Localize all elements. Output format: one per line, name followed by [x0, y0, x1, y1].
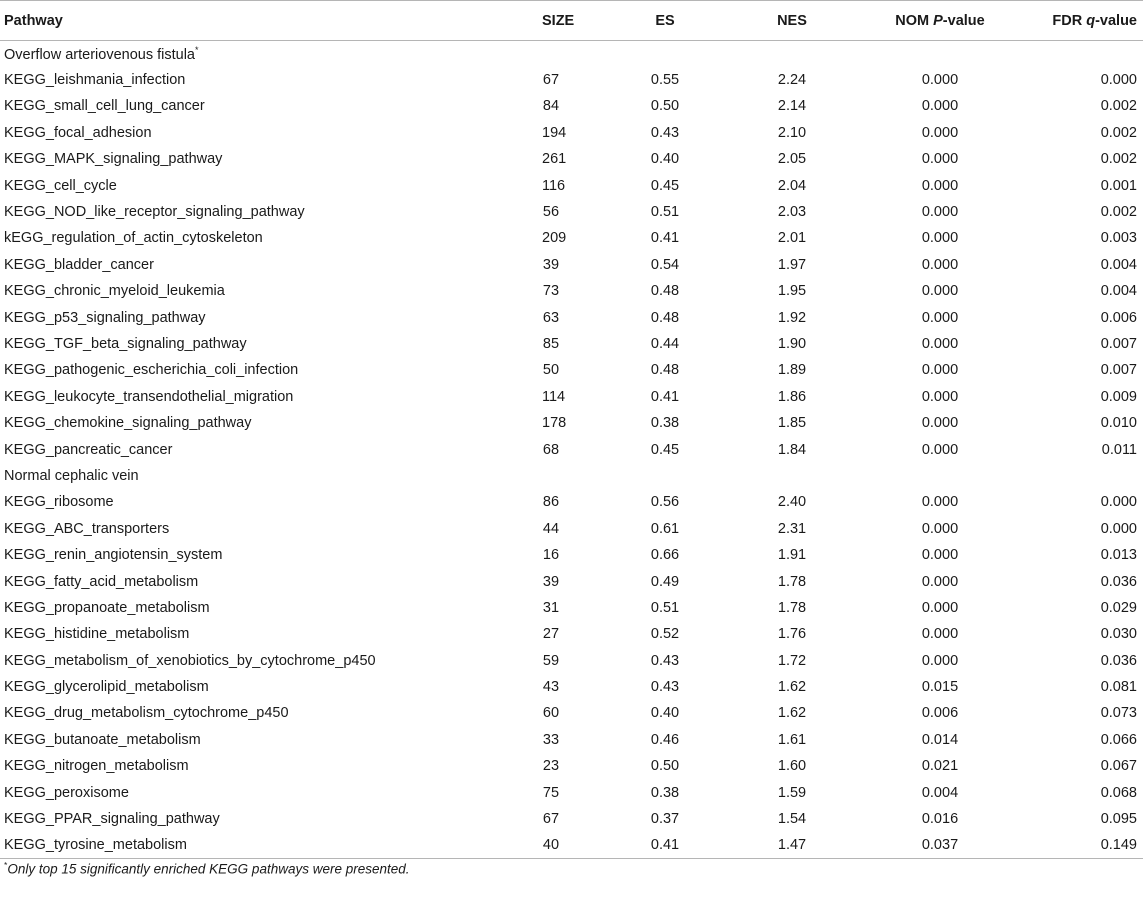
cell-nes: 2.31 [777, 520, 807, 537]
cell-fdr: 0.000 [1100, 520, 1137, 537]
cell-pathway: KEGG_ribosome [4, 494, 114, 511]
cell-size: 84 [542, 98, 560, 115]
cell-pathway: KEGG_peroxisome [4, 784, 129, 801]
cell-fdr: 0.004 [1100, 283, 1137, 300]
cell-nom: 0.000 [921, 177, 959, 194]
cell-nom: 0.000 [921, 72, 959, 89]
cell-nom: 0.014 [921, 731, 959, 748]
cell-nom: 0.000 [921, 124, 959, 141]
cell-pathway: KEGG_propanoate_metabolism [4, 599, 210, 616]
cell-nom: 0.000 [921, 98, 959, 115]
cell-es: 0.50 [650, 758, 680, 775]
cell-nes: 1.95 [777, 283, 807, 300]
cell-fdr: 0.007 [1100, 335, 1137, 352]
cell-pathway: KEGG_renin_angiotensin_system [4, 547, 223, 564]
cell-nom: 0.000 [921, 626, 959, 643]
cell-size: 86 [542, 494, 560, 511]
header-fdr-suffix: -value [1095, 12, 1137, 29]
cell-nes: 1.86 [777, 388, 807, 405]
cell-nom: 0.000 [921, 256, 959, 273]
table-row [0, 331, 1143, 357]
cell-size: 261 [542, 151, 567, 168]
cell-pathway: KEGG_leukocyte_transendothelial_migration [4, 388, 294, 405]
cell-nes: 2.40 [777, 494, 807, 511]
cell-es: 0.41 [650, 837, 680, 854]
cell-pathway: KEGG_p53_signaling_pathway [4, 309, 206, 326]
cell-es: 0.41 [650, 230, 680, 247]
table-row [0, 120, 1143, 146]
cell-es: 0.56 [650, 494, 680, 511]
cell-es: 0.40 [650, 151, 680, 168]
table-body [0, 41, 1143, 859]
cell-size: 23 [542, 758, 560, 775]
cell-nes: 2.05 [777, 151, 807, 168]
cell-pathway: KEGG_MAPK_signaling_pathway [4, 151, 223, 168]
cell-pathway: KEGG_histidine_metabolism [4, 626, 190, 643]
table-footnote [4, 860, 410, 877]
cell-fdr: 0.095 [1100, 811, 1137, 828]
cell-pathway: KEGG_nitrogen_metabolism [4, 758, 189, 775]
header-fdr-prefix: FDR [1052, 12, 1087, 29]
cell-nom: 0.000 [921, 362, 959, 379]
section-title [0, 463, 1143, 489]
cell-nes: 1.59 [777, 784, 807, 801]
header-nom-p-value [822, 1, 1000, 41]
cell-es: 0.38 [650, 415, 680, 432]
cell-size: 75 [542, 784, 560, 801]
cell-es: 0.66 [650, 547, 680, 564]
table-row [0, 595, 1143, 621]
cell-nom: 0.000 [921, 415, 959, 432]
cell-nom: 0.016 [921, 811, 959, 828]
table-row [0, 674, 1143, 700]
cell-es: 0.52 [650, 626, 680, 643]
table-row [0, 93, 1143, 119]
cell-size: 209 [542, 230, 567, 247]
cell-fdr: 0.001 [1100, 177, 1137, 194]
table-row [0, 806, 1143, 832]
cell-fdr: 0.000 [1100, 494, 1137, 511]
cell-size: 33 [542, 731, 560, 748]
cell-pathway: KEGG_bladder_cancer [4, 256, 154, 273]
cell-size: 114 [542, 388, 566, 405]
cell-size: 116 [542, 177, 566, 194]
cell-es: 0.48 [650, 283, 680, 300]
cell-fdr: 0.009 [1100, 388, 1137, 405]
cell-es: 0.50 [650, 98, 680, 115]
cell-nom: 0.000 [921, 335, 959, 352]
footnote-marker: * [4, 860, 8, 870]
cell-es: 0.46 [650, 731, 680, 748]
cell-size: 43 [542, 679, 560, 696]
cell-size: 194 [542, 124, 567, 141]
cell-nes: 2.14 [777, 98, 807, 115]
cell-nes: 2.01 [777, 230, 807, 247]
cell-size: 67 [542, 811, 560, 828]
cell-fdr: 0.002 [1100, 124, 1137, 141]
cell-pathway: KEGG_fatty_acid_metabolism [4, 573, 199, 590]
header-size: SIZE [542, 12, 575, 29]
cell-nom: 0.000 [921, 204, 959, 221]
cell-pathway: KEGG_leishmania_infection [4, 72, 186, 89]
cell-es: 0.41 [650, 388, 680, 405]
cell-fdr: 0.073 [1100, 705, 1137, 722]
cell-es: 0.38 [650, 784, 680, 801]
cell-fdr: 0.002 [1100, 151, 1137, 168]
cell-fdr: 0.067 [1100, 758, 1137, 775]
cell-fdr: 0.081 [1100, 679, 1137, 696]
cell-nom: 0.000 [921, 283, 959, 300]
table-row [0, 621, 1143, 647]
table-row [0, 278, 1143, 304]
cell-nom: 0.000 [921, 388, 959, 405]
table-row [0, 700, 1143, 726]
cell-nes: 1.60 [777, 758, 807, 775]
cell-nes: 1.89 [777, 362, 807, 379]
cell-nes: 1.85 [777, 415, 807, 432]
footnote-text: Only top 15 significantly enriched KEGG pathways were presented. [7, 861, 410, 877]
cell-nom: 0.000 [921, 230, 959, 247]
cell-es: 0.45 [650, 177, 680, 194]
cell-es: 0.51 [650, 599, 680, 616]
header-nom-prefix: NOM [895, 12, 934, 29]
header-nom-italic: P [933, 12, 943, 29]
cell-nes: 1.84 [777, 441, 807, 458]
cell-pathway: KEGG_glycerolipid_metabolism [4, 679, 209, 696]
table-row [0, 753, 1143, 779]
cell-nom: 0.021 [921, 758, 959, 775]
cell-nom: 0.006 [921, 705, 959, 722]
header-es: ES [655, 12, 675, 29]
cell-es: 0.43 [650, 679, 680, 696]
cell-nom: 0.000 [921, 547, 959, 564]
table-row [0, 779, 1143, 805]
table-row [0, 225, 1143, 251]
table-row [0, 647, 1143, 673]
header-nom-suffix: -value [942, 12, 985, 29]
cell-es: 0.54 [650, 256, 680, 273]
cell-es: 0.43 [650, 652, 680, 669]
cell-fdr: 0.007 [1100, 362, 1137, 379]
cell-nes: 1.47 [777, 837, 807, 854]
table-row [0, 410, 1143, 436]
cell-nes: 1.54 [777, 811, 807, 828]
header-nes: NES [777, 12, 807, 29]
cell-size: 44 [542, 520, 560, 537]
cell-fdr: 0.010 [1100, 415, 1137, 432]
table-row [0, 727, 1143, 753]
cell-nes: 1.78 [777, 573, 807, 590]
cell-size: 27 [542, 626, 560, 643]
cell-es: 0.49 [650, 573, 680, 590]
cell-fdr: 0.030 [1100, 626, 1137, 643]
cell-fdr: 0.013 [1100, 547, 1137, 564]
cell-fdr: 0.036 [1100, 652, 1137, 669]
header-fdr-italic: q [1086, 12, 1096, 29]
cell-es: 0.51 [650, 204, 680, 221]
cell-nes: 1.72 [777, 652, 807, 669]
cell-es: 0.61 [650, 520, 680, 537]
cell-es: 0.44 [650, 335, 680, 352]
section-header-row [0, 41, 1143, 67]
cell-size: 31 [542, 599, 560, 616]
cell-nom: 0.004 [921, 784, 959, 801]
header-pathway: Pathway [4, 12, 63, 29]
cell-nom: 0.000 [921, 520, 959, 537]
cell-fdr: 0.029 [1100, 599, 1137, 616]
cell-size: 60 [542, 705, 560, 722]
cell-nes: 2.03 [777, 204, 807, 221]
cell-pathway: KEGG_chemokine_signaling_pathway [4, 415, 252, 432]
cell-pathway: KEGG_tyrosine_metabolism [4, 837, 187, 854]
cell-fdr: 0.002 [1100, 98, 1137, 115]
cell-fdr: 0.036 [1100, 573, 1137, 590]
cell-es: 0.48 [650, 309, 680, 326]
cell-nom: 0.000 [921, 494, 959, 511]
cell-fdr: 0.000 [1100, 72, 1137, 89]
cell-nes: 1.62 [777, 679, 807, 696]
cell-size: 73 [542, 283, 560, 300]
cell-nes: 1.97 [777, 256, 807, 273]
cell-es: 0.40 [650, 705, 680, 722]
cell-es: 0.37 [650, 811, 680, 828]
table-row [0, 146, 1143, 172]
cell-fdr: 0.006 [1100, 309, 1137, 326]
table-row [0, 516, 1143, 542]
cell-nom: 0.000 [921, 151, 959, 168]
cell-size: 59 [542, 652, 560, 669]
cell-fdr: 0.068 [1100, 784, 1137, 801]
table-row [0, 252, 1143, 278]
cell-nom: 0.000 [921, 599, 959, 616]
table-row [0, 357, 1143, 383]
cell-pathway: KEGG_chronic_myeloid_leukemia [4, 283, 225, 300]
table-row [0, 568, 1143, 594]
cell-nes: 1.61 [777, 731, 807, 748]
table-row [0, 542, 1143, 568]
cell-pathway: KEGG_drug_metabolism_cytochrome_p450 [4, 705, 289, 722]
cell-size: 39 [542, 573, 560, 590]
cell-es: 0.48 [650, 362, 680, 379]
cell-nes: 1.62 [777, 705, 807, 722]
cell-nom: 0.000 [921, 652, 959, 669]
cell-size: 39 [542, 256, 560, 273]
cell-es: 0.55 [650, 72, 680, 89]
cell-fdr: 0.004 [1100, 256, 1137, 273]
cell-nes: 1.90 [777, 335, 807, 352]
table-row [0, 304, 1143, 330]
section-title [0, 41, 1143, 67]
table-row [0, 384, 1143, 410]
cell-pathway: KEGG_butanoate_metabolism [4, 731, 201, 748]
cell-nom: 0.000 [921, 441, 959, 458]
cell-pathway: kEGG_regulation_of_actin_cytoskeleton [4, 230, 263, 247]
cell-size: 16 [542, 547, 560, 564]
cell-size: 85 [542, 335, 560, 352]
table-row [0, 199, 1143, 225]
cell-nom: 0.037 [921, 837, 959, 854]
section-title-text: Overflow arteriovenous fistula [4, 46, 195, 63]
cell-size: 40 [542, 837, 560, 854]
cell-pathway: KEGG_PPAR_signaling_pathway [4, 811, 220, 828]
section-header-row [0, 463, 1143, 489]
cell-size: 50 [542, 362, 560, 379]
cell-pathway: KEGG_pancreatic_cancer [4, 441, 173, 458]
cell-pathway: KEGG_TGF_beta_signaling_pathway [4, 335, 247, 352]
table-row [0, 172, 1143, 198]
cell-fdr: 0.003 [1100, 230, 1137, 247]
cell-nes: 1.76 [777, 626, 807, 643]
cell-pathway: KEGG_ABC_transporters [4, 520, 170, 537]
section-footnote-marker: * [195, 45, 199, 56]
cell-pathway: KEGG_focal_adhesion [4, 124, 152, 141]
cell-size: 56 [542, 204, 560, 221]
cell-nom: 0.015 [921, 679, 959, 696]
cell-nes: 2.10 [777, 124, 807, 141]
cell-nom: 0.000 [921, 573, 959, 590]
cell-nes: 1.78 [777, 599, 807, 616]
cell-fdr: 0.066 [1100, 731, 1137, 748]
cell-nes: 2.04 [777, 177, 807, 194]
cell-size: 178 [542, 415, 567, 432]
cell-nes: 1.92 [777, 309, 807, 326]
table-row [0, 489, 1143, 515]
cell-pathway: KEGG_metabolism_of_xenobiotics_by_cytochrome_p450 [4, 652, 376, 669]
table-row [0, 67, 1143, 93]
cell-es: 0.45 [650, 441, 680, 458]
cell-size: 67 [542, 72, 560, 89]
cell-nes: 2.24 [777, 72, 807, 89]
cell-nes: 1.91 [777, 547, 807, 564]
cell-pathway: KEGG_cell_cycle [4, 177, 117, 194]
cell-es: 0.43 [650, 124, 680, 141]
header-fdr-q-value [1000, 1, 1143, 41]
cell-nom: 0.000 [921, 309, 959, 326]
cell-pathway: KEGG_NOD_like_receptor_signaling_pathway [4, 204, 305, 221]
section-title-text: Normal cephalic vein [4, 467, 139, 484]
cell-fdr: 0.011 [1101, 441, 1137, 458]
table-header-row [0, 1, 1143, 41]
cell-size: 68 [542, 441, 560, 458]
table-row [0, 832, 1143, 858]
cell-fdr: 0.002 [1100, 204, 1137, 221]
cell-pathway: KEGG_pathogenic_escherichia_coli_infection [4, 362, 299, 379]
cell-pathway: KEGG_small_cell_lung_cancer [4, 98, 205, 115]
table-row [0, 436, 1143, 462]
cell-size: 63 [542, 309, 560, 326]
cell-fdr: 0.149 [1100, 837, 1137, 854]
